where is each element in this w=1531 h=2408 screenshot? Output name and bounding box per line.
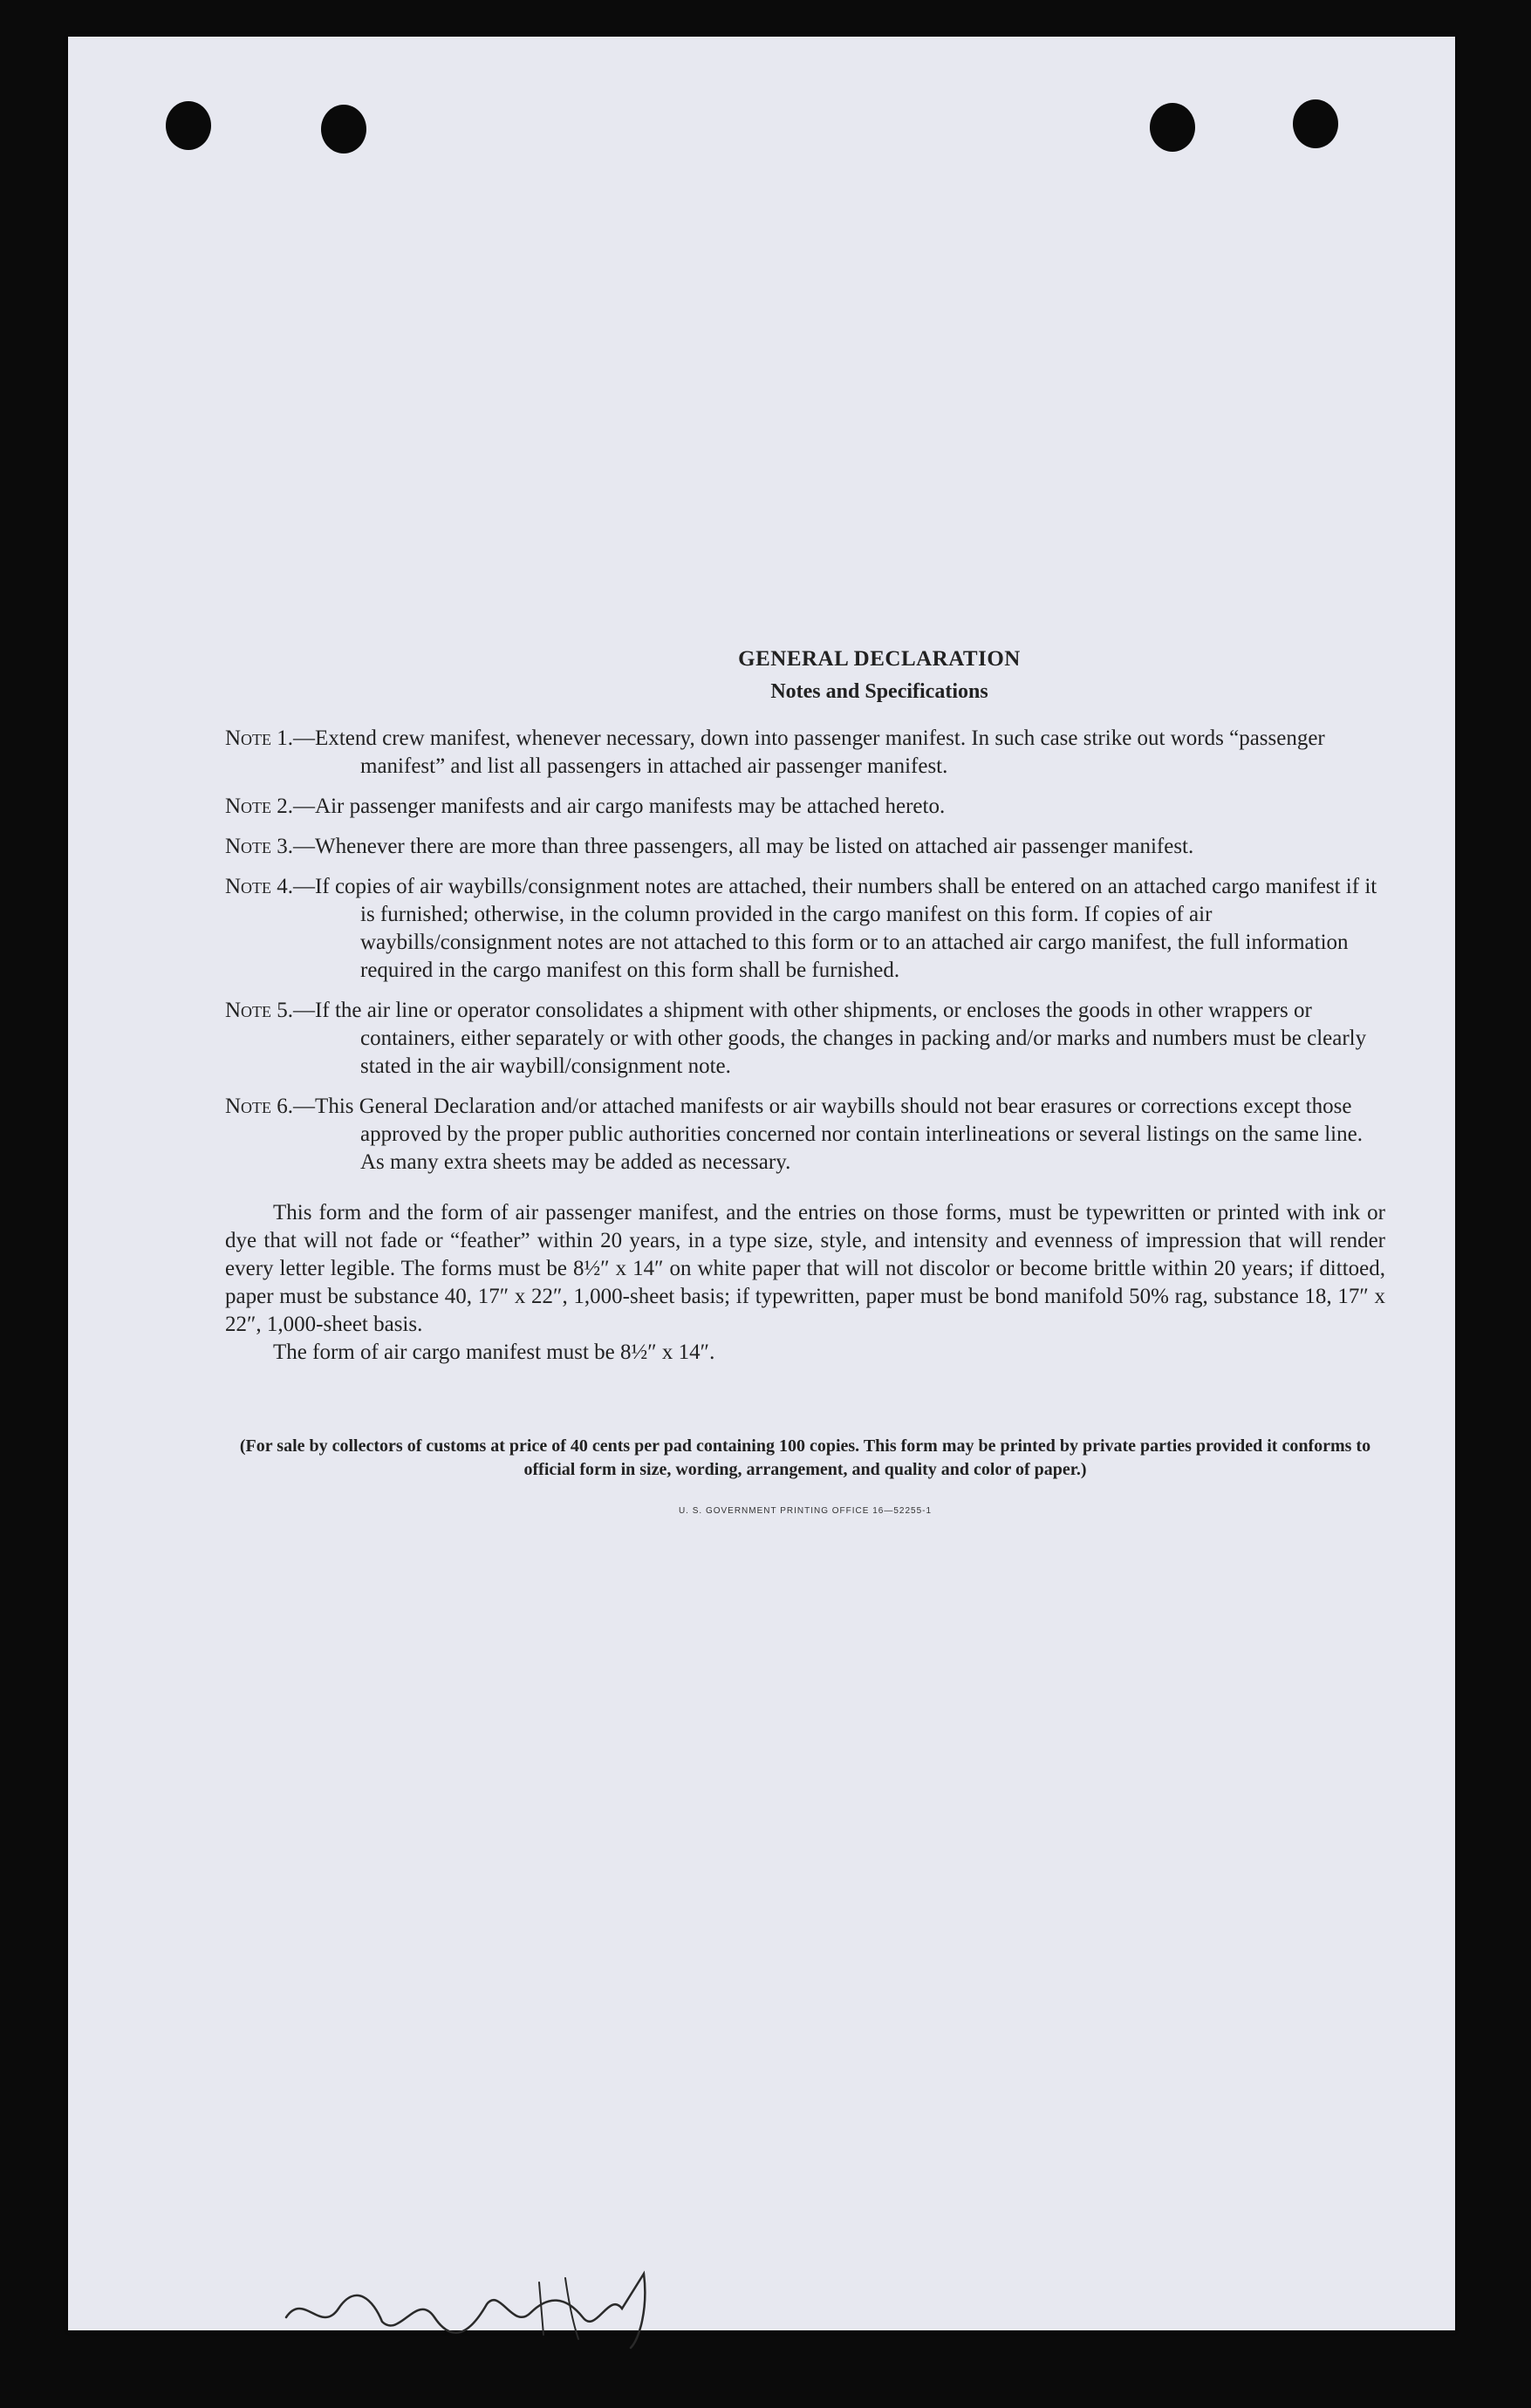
note-text: —Air passenger manifests and air cargo manifests may be attached hereto. [293,795,946,818]
note-text: —This General Declaration and/or attached manifests or air waybills should not bear erasures or corrections except those approved by the proper public authorities concerned nor contain interlineations or several listings on the same line. As many extra sheets may be added as necessary. [293,1095,1363,1174]
note-label: Note 2. [225,795,294,818]
note-label: Note 1. [225,726,294,750]
declaration-body [225,647,1385,1516]
note-text: —Whenever there are more than three passengers, all may be listed on attached air passenger manifest. [293,835,1194,858]
punch-hole-icon [1293,99,1338,148]
sale-note: (For sale by collectors of customs at price of 40 cents per pad containing 100 copies. This form may be printed by private parties provided it conforms to official form in size, wording, arrangement, and quality and color of paper.) [239,1436,1371,1479]
document-page [68,37,1455,2330]
document-subtitle: Notes and Specifications [770,680,988,703]
signature-icon [277,2256,696,2352]
note-text: —If the air line or operator consolidates a shipment with other shipments, or encloses the goods in other wrappers or containers, either separately or with other goods, the changes in packing and/or marks and numbers must be clearly stated in the air waybill/consignment note. [293,999,1367,1078]
note-item [225,1093,1385,1177]
note-text: —If copies of air waybills/consignment notes are attached, their numbers shall be entered on an attached cargo manifest if it is furnished; otherwise, in the column provided in the cargo manifest on this form. If copies of air waybills/consignment notes are not attached to this form or to an attached air cargo manifest, the full information required in the cargo manifest on this form shall be furnished. [293,875,1377,982]
note-item [225,997,1385,1081]
note-text: —Extend crew manifest, whenever necessary, down into passenger manifest. In such case strike out words “passenger manifest” and list all passengers in attached air passenger manifest. [293,726,1325,778]
note-label: Note 4. [225,875,294,898]
note-item [225,873,1385,985]
note-item [225,725,1385,781]
punch-hole-icon [321,105,366,153]
printer-imprint: U. S. GOVERNMENT PRINTING OFFICE 16—52255-1 [678,1506,933,1516]
note-item [225,833,1385,861]
note-label: Note 6. [225,1095,294,1118]
note-label: Note 5. [225,999,294,1022]
punch-hole-icon [166,101,211,150]
note-item [225,793,1385,821]
notes-list [225,725,1385,1177]
note-label: Note 3. [225,835,294,858]
document-title: GENERAL DECLARATION [738,647,1021,671]
specification-paragraph: This form and the form of air passenger manifest, and the entries on those forms, must be typewritten or printed with ink or dye that will not fade or “feather” within 20 years, in a type size, style, and intensity and evenness of impression that will render every letter legible. The forms must be 8½″ x 14″ on white paper that will not discolor or become brittle within 20 years; if dittoed, paper must be substance 40, 17″ x 22″, 1,000-sheet basis; if typewritten, paper must be bond manifold 50% rag, substance 18, 17″ x 22″, 1,000-sheet basis. [225,1201,1385,1336]
cargo-manifest-size-paragraph: The form of air cargo manifest must be 8½″ x 14″. [273,1340,715,1364]
punch-hole-icon [1150,103,1195,152]
